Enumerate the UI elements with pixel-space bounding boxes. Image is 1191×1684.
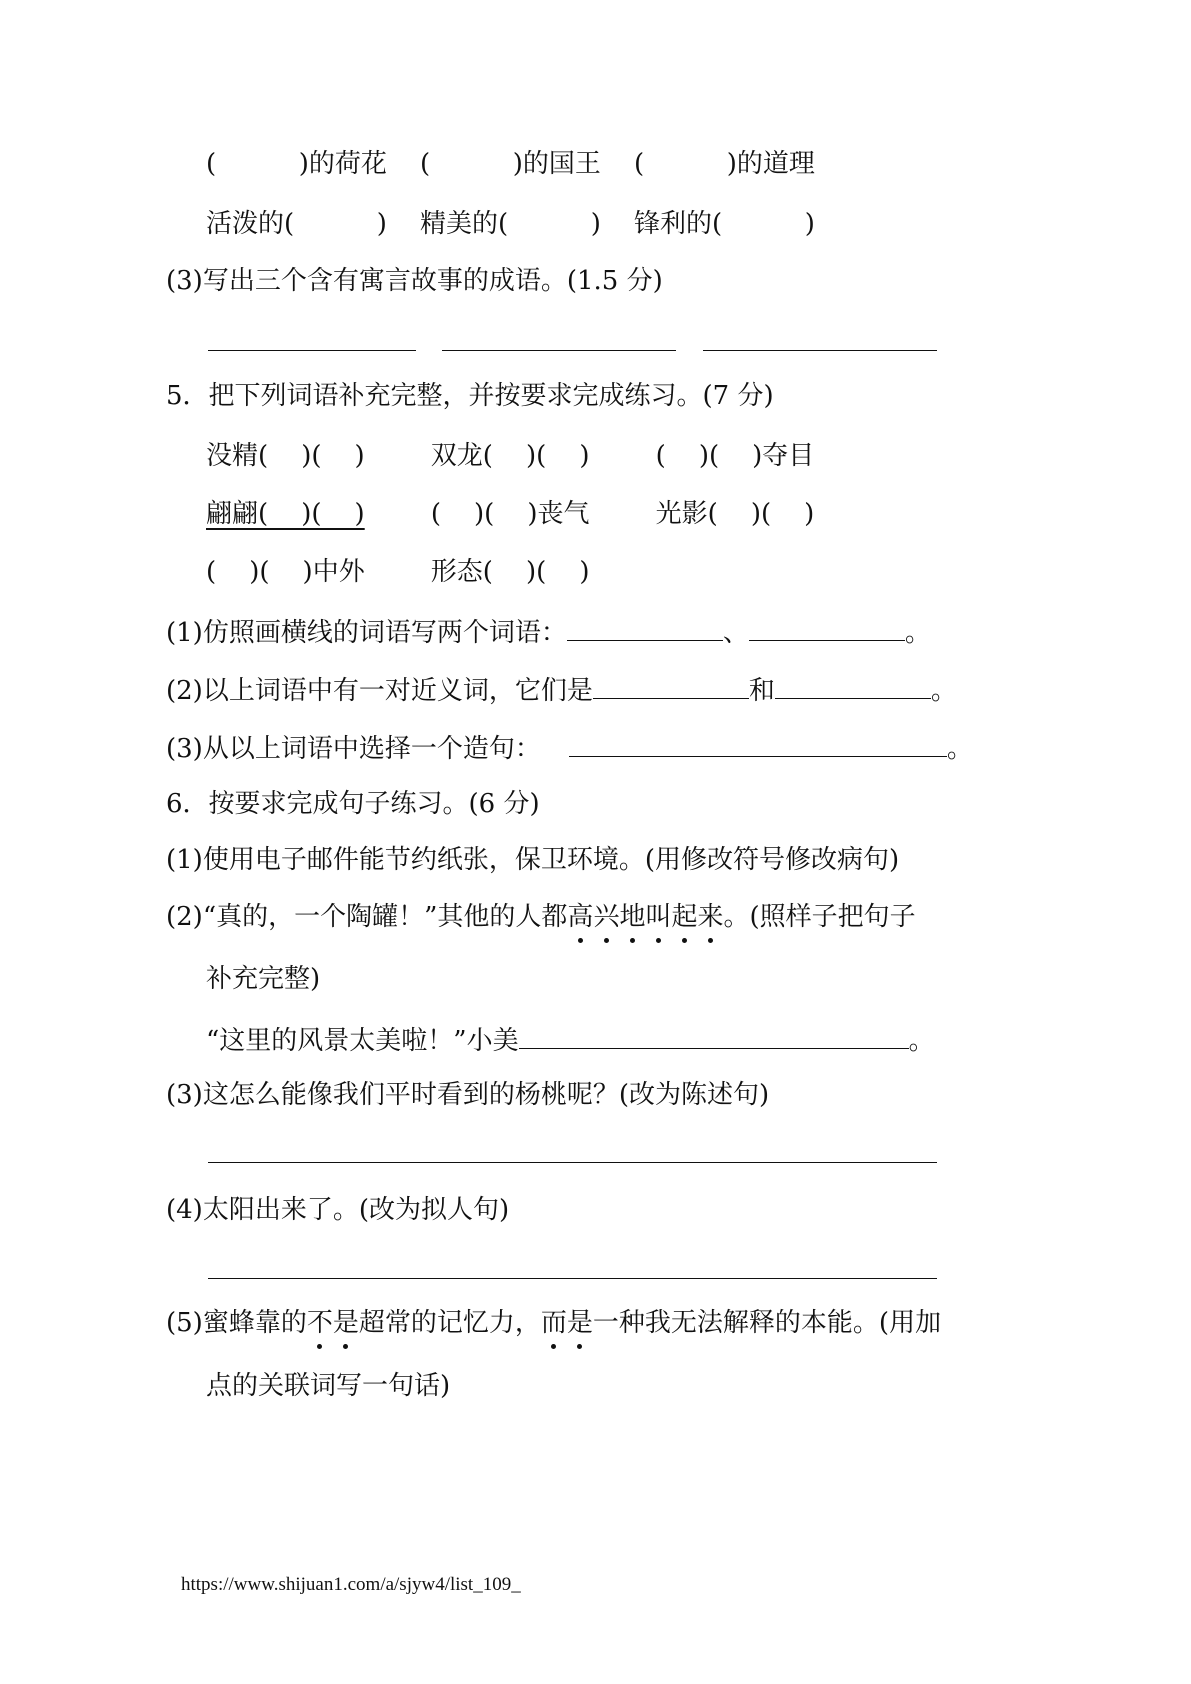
- q6-part2-b: 。(照样子把句子: [723, 902, 916, 932]
- q5-title: 5．把下列词语补充完整，并按要求完成练习。(7 分): [166, 381, 774, 411]
- answer-line[interactable]: [208, 1162, 937, 1163]
- q6-part2-example-text: “这里的风景太美啦！”小美: [206, 1026, 519, 1056]
- dotted-char: 是: [566, 1308, 593, 1338]
- answer-line[interactable]: [442, 350, 676, 351]
- q6-part1: (1)使用电子邮件能节约纸张，保卫环境。(用修改符号修改病句): [166, 845, 900, 875]
- footer-url[interactable]: https://www.shijuan1.com/a/sjyw4/list_109_: [181, 1574, 521, 1595]
- answer-blank[interactable]: [593, 672, 749, 699]
- q6-part5-b: 超常的记忆力，: [358, 1308, 541, 1338]
- underlined-word: 翩翩( )( ): [206, 499, 365, 529]
- q5-part3: [166, 730, 973, 766]
- q5-row3: ( )( )中外 形态( )( ): [206, 557, 590, 587]
- q5-part1-end: 。: [904, 618, 931, 648]
- dotted-char: 高: [567, 902, 594, 932]
- answer-line[interactable]: [208, 350, 416, 351]
- q6-part2-example: [206, 1022, 935, 1058]
- q6-part5-c: 一种我无法解释的本能。(用加: [592, 1308, 942, 1338]
- q5-part1: [166, 614, 931, 650]
- answer-blank[interactable]: [519, 1022, 909, 1049]
- q5-part1-sep: 、: [722, 618, 749, 648]
- answer-blank[interactable]: [567, 614, 723, 641]
- q6-part3: (3)这怎么能像我们平时看到的杨桃呢？(改为陈述句): [166, 1080, 770, 1110]
- q5-part3-end: 。: [946, 734, 973, 764]
- q6-part2-c: 补充完整): [206, 964, 321, 994]
- q5-part3-text: (3)从以上词语中选择一个造句：: [166, 734, 541, 764]
- q5-part2-mid: 和: [748, 676, 775, 706]
- q5-part2-end: 。: [930, 676, 957, 706]
- answer-blank[interactable]: [775, 672, 931, 699]
- dotted-char: 地: [619, 902, 646, 932]
- answer-blank[interactable]: [569, 730, 947, 757]
- q5-part2-text: (2)以上词语中有一对近义词，它们是: [166, 676, 593, 706]
- dotted-char: 起: [671, 902, 698, 932]
- q4-fill-row1: ( )的荷花 ( )的国王 ( )的道理: [206, 149, 815, 179]
- q6-part2-example-end: 。: [908, 1026, 935, 1056]
- q6-part4: (4)太阳出来了。(改为拟人句): [166, 1195, 510, 1225]
- dotted-char: 兴: [593, 902, 620, 932]
- q5-part2: [166, 672, 957, 708]
- dotted-char: 来: [697, 902, 724, 932]
- q5-part1-text: (1)仿照画横线的词语写两个词语：: [166, 618, 567, 648]
- q5-row2: [206, 497, 814, 531]
- q6-title: 6．按要求完成句子练习。(6 分): [166, 789, 540, 819]
- q6-part2-a: (2)“真的，一个陶罐！”其他的人都: [166, 902, 568, 932]
- answer-line[interactable]: [208, 1278, 937, 1279]
- q4-fill-row2: 活泼的( ) 精美的( ) 锋利的( ): [206, 209, 815, 239]
- dotted-char: 而: [540, 1308, 567, 1338]
- answer-blank[interactable]: [749, 614, 905, 641]
- dotted-char: 是: [332, 1308, 359, 1338]
- q5-row1: 没精( )( ) 双龙( )( ) ( )( )夺目: [206, 441, 815, 471]
- dotted-char: 叫: [645, 902, 672, 932]
- q6-part5-d: 点的关联词写一句话): [206, 1371, 451, 1401]
- q5-row2-rest: ( )( )丧气 光影( )( ): [364, 499, 815, 529]
- q6-part5: [166, 1306, 941, 1340]
- dotted-char: 不: [306, 1308, 333, 1338]
- q6-part5-a: (5)蜜蜂靠的: [166, 1308, 307, 1338]
- answer-line[interactable]: [703, 350, 937, 351]
- q4-part3: (3)写出三个含有寓言故事的成语。(1.5 分): [166, 266, 663, 296]
- q6-part2: [166, 900, 916, 934]
